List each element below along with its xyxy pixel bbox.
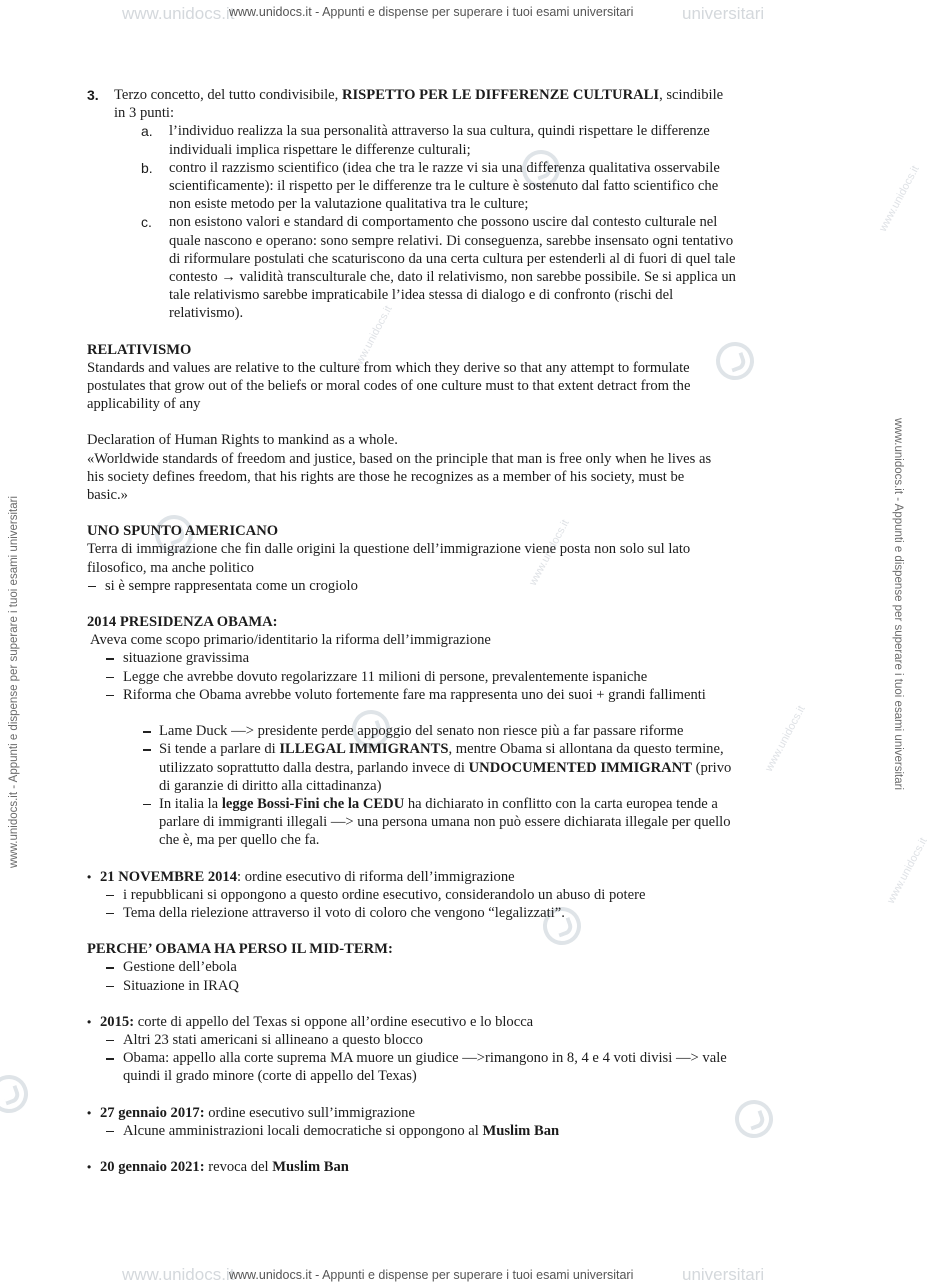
point-a: a. l’individuo realizza la sua personalità attraverso la sua cultura, quindi rispettare le differenze individuali implica rispettare le differenze culturali; [141,123,710,158]
dash-item: si è sempre rappresentata come un crogiolo [87,577,827,595]
midterm-section [87,940,827,995]
relativismo-section: RELATIVISMO Standards and values are relative to the culture from which they derive so that any attempt to formulate postulates that grow out of the beliefs or moral codes of one culture must to that extent detract from the applicability of any Declaration of Human Rights to mankind as a whole. «Worldwide standards of freedom and justice, based on the principle that man is free only when he lives as his society defines freedom, that his rights are those he recognizes as a member of his society, must be basic.» [87,341,827,505]
sub-dash-item: In italia la legge Bossi-Fini che la CEDU ha dichiarato in conflitto con la carta europea tende a parlare di immigranti illegali —> una persona umana non può essere dichiarata illegale per quello che è, ma per quello che fa. [87,795,827,850]
dash-item: Altri 23 stati americani si allineano a questo blocco [87,1031,827,1049]
jan-2021-section [87,1158,827,1176]
bullet-item: • 2015: corte di appello del Texas si oppone all’ordine esecutivo e lo blocca [87,1013,827,1031]
header-watermark: www.unidocs.it - Appunti e dispense per superare i tuoi esami universitari [229,5,634,19]
dash-item: Tema della rielezione attraverso il voto di coloro che vengono “legalizzati”. [87,904,827,922]
section-heading: 2014 PRESIDENZA OBAMA: [87,614,278,631]
dash-item: situazione gravissima [87,649,827,667]
dash-item: Gestione dell’ebola [87,958,827,976]
footer-watermark: www.unidocs.it - Appunti e dispense per superare i tuoi esami universitari [229,1268,634,1282]
section-heading: RELATIVISMO [87,341,192,358]
section-heading: UNO SPUNTO AMERICANO [87,523,279,540]
point-letter: c. [141,214,152,231]
point-b: b. contro il razzismo scientifico (idea che tra le razze vi sia una differenza qualitativa osservabile scientificamente): il rispetto per le differenze tra le culture è sostenuto dal fatto scientifico che non esiste metodo per la valutazione qualitativa tra le culture; [141,159,720,213]
section-3-line: in 3 punti: [114,105,174,122]
bullet-item: • 27 gennaio 2017: ordine esecutivo sull’immigrazione [87,1104,827,1122]
spunto-section: UNO SPUNTO AMERICANO Terra di immigrazione che fin dalle origini la questione dell’immigrazione viene posta non solo sul lato filosofico, ma anche politico si è sempre rappresentata come un crogiolo [87,522,827,595]
side-watermark-left: www.unidocs.it - Appunti e dispense per superare i tuoi esami universitari [8,495,20,868]
watermark-logo-icon [0,1070,33,1119]
diagonal-watermark: www.unidocs.it [527,517,572,588]
bullet-item: • 20 gennaio 2021: revoca del Muslim Ban [87,1158,827,1176]
section-3 [87,86,827,323]
dash-item: Legge che avrebbe dovuto regolarizzare 11 milioni di persone, prevalentemente ispaniche [87,668,827,686]
dash-item: i repubblicani si oppongono a questo ordine esecutivo, considerandolo un abuso di potere [87,886,827,904]
sub-dash-item: Si tende a parlare di ILLEGAL IMMIGRANTS, mentre Obama si allontana da questo termine, utilizzato soprattutto dalla destra, parlando invece di UNDOCUMENTED IMMIGRANT (privo di garanzie di diritto alla cittadinanza) [87,740,827,795]
nov-2014-section [87,868,827,923]
diagonal-watermark: www.unidocs.it [350,303,395,374]
point-letter: a. [141,123,153,140]
point-letter: b. [141,159,153,176]
section-heading: PERCHE’ OBAMA HA PERSO IL MID-TERM: [87,941,393,958]
section-number: 3. [87,87,99,103]
sub-dash-item: Lame Duck —> presidente perde appoggio del senato non riesce più a far passare riforme [87,722,827,740]
diagonal-watermark: www.unidocs.it [877,163,922,234]
ghost-watermark-footer-left: www.unidocs.it [122,1265,235,1284]
dash-item: Obama: appello alla corte suprema MA muore un giudice —>rimangono in 8, 4 e 4 voti divisi —> vale [87,1049,827,1067]
ghost-watermark-footer-right: universitari [682,1265,765,1284]
point-c: c. non esistono valori e standard di comportamento che possono uscire dal contesto culturale nel quale nascono e operano: sono sempre relativi. Di conseguenza, sarebbe insensato ogni tentativo di riformulare postulati che scaturiscono da una certa cultura per estenderli al di fuori di quel tale contesto → validità transculturale che, dato il relativismo, non sarebbe possibile. Se si applica un tale relativismo sarebbe impraticabile l’idea stessa di dialogo e di confronto (rischi del relativismo). [141,214,736,322]
diagonal-watermark: www.unidocs.it [885,835,930,906]
y2015-section: • 2015: corte di appello del Texas si oppone all’ordine esecutivo e lo blocca Altri 23 stati americani si allineano a questo blocco Obama: appello alla corte suprema MA muore un giudice —>rimangono in 8, 4 e 4 voti divisi —> vale quindi il grado minore (corte di appello del Texas) [87,1013,827,1086]
document-body [87,86,827,1176]
ghost-watermark-left: www.unidocs.it [122,4,235,23]
dash-item: Riforma che Obama avrebbe voluto fortemente fare ma rappresenta uno dei suoi + grandi fallimenti [87,686,827,704]
dash-item: Situazione in IRAQ [87,977,827,995]
jan-2017-section [87,1104,827,1140]
section-3-line: Terzo concetto, del tutto condivisibile, RISPETTO PER LE DIFFERENZE CULTURALI, scindibile [114,87,724,103]
bullet-item: • 21 NOVEMBRE 2014: ordine esecutivo di riforma dell’immigrazione [87,868,827,886]
dash-item: Alcune amministrazioni locali democratiche si oppongono al Muslim Ban [87,1122,827,1140]
side-watermark-right: www.unidocs.it - Appunti e dispense per superare i tuoi esami universitari [892,418,904,791]
obama-section: 2014 PRESIDENZA OBAMA: Aveva come scopo primario/identitario la riforma dell’immigrazione situazione gravissima Legge che avrebbe dovuto regolarizzare 11 milioni di persone, prevalentemente ispaniche Riforma che Obama avrebbe voluto fortemente fare ma rappresenta uno dei suoi + grandi fallimenti Lame Duck —> presidente perde appoggio del senato non riesce più a far passare riforme Si tende a parlare di ILLEGAL IMMIGRANTS, mentre Obama si allontana da questo termine, utilizzato soprattutto dalla destra, parlando invece di UNDOCUMENTED IMMIGRANT (privo di garanzie di diritto alla cittadinanza) In italia la legge Bossi-Fini che la CEDU ha dichiarato in conflitto con la carta europea tende a parlare di immigranti illegali —> una persona umana non può essere dichiarata illegale per quello che è, ma per quello che fa. [87,613,827,849]
diagonal-watermark: www.unidocs.it [763,703,808,774]
ghost-watermark-right: universitari [682,4,765,23]
